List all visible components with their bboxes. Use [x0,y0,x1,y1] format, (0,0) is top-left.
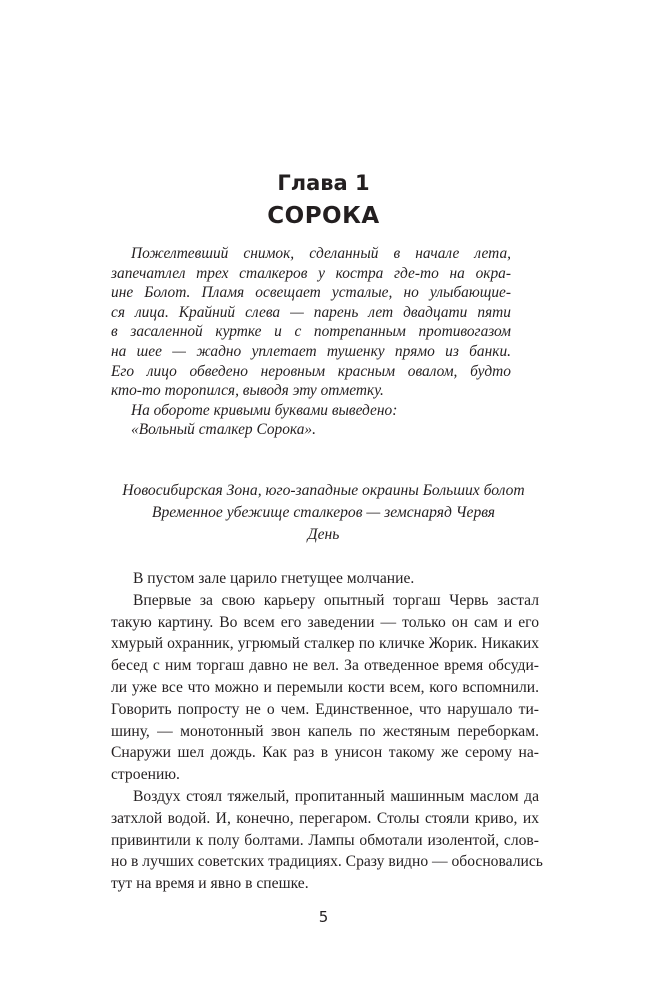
time-of-day: День [307,525,340,543]
text-line: привинтили к полу болтами. Лампы обмотали изолентой, слов- [111,831,539,849]
chapter-number: Глава 1 [277,171,370,195]
epigraph-line: на шее — жадно уплетает тушенку прямо из банки. [111,342,511,360]
text-line: Воздух стоял тяжелый, пропитанный машинным маслом да [133,787,539,805]
body-text [111,568,543,895]
text-line: хмурый охранник, угрюмый сталкер по кличке Жорик. Никаких [111,635,539,653]
epigraph-line: в засаленной куртке и с потрепанным противогазом [111,323,511,341]
epigraph-line: ся лица. Крайний слева — парень лет двадцати пяти [111,303,511,321]
text-line: но в лучших советских традициях. Сразу видно — обосновались [111,853,543,871]
text-line: затхлой водой. И, конечно, перегаром. Столы стояли криво, их [111,809,539,827]
location-heading [0,480,647,545]
text-line: шину, — монотонный звон капель по жестяным переборкам. [111,722,539,740]
text-line: тут на время и явно в спешке. [111,875,309,893]
text-line: строению. [111,766,180,784]
paragraph [111,568,539,590]
epigraph-line: кто-то торопился, выводя эту отметку. [111,382,384,400]
paragraph [111,786,543,895]
epigraph-line: Пожелтевший снимок, сделанный в начале лета, [131,245,511,262]
epigraph-note-line: На обороте кривыми буквами выведено: [131,401,398,419]
text-line: бесед с ним торгаш давно не вел. За отведенное время обсуди- [111,657,539,675]
epigraph-line: Его лицо обведено неровным красным овалом, будто [111,362,511,380]
chapter-title: СОРОКА [267,203,380,229]
epigraph-line: запечатлел трех сталкеров у костра где-то на окра- [111,264,511,282]
location-line: Новосибирская Зона, юго-западные окраины Больших болот [122,482,525,499]
epigraph-line: ине Болот. Пламя освещает усталые, но улыбающие- [111,284,511,302]
epigraph [111,244,511,440]
epigraph-paragraph [111,244,511,401]
text-line: ли уже все что можно и перемыли кости всем, кого вспомнили. [111,678,539,696]
epigraph-note [111,401,511,440]
text-line: Снаружи шел дождь. Как раз в унисон такому же серому на- [111,744,539,762]
epigraph-note-line: «Вольный сталкер Сорока». [131,421,316,439]
text-line: такую картину. Во всем его заведении — только он сам и его [111,613,539,631]
text-line: В пустом зале царило гнетущее молчание. [133,570,415,587]
text-line: Говорить попросту не о чем. Единственное, что нарушало ти- [111,700,539,718]
page-number: 5 [318,908,329,926]
location-line: Временное убежище сталкеров — земснаряд Червя [151,503,496,521]
paragraph [111,590,539,786]
text-line: Впервые за свою карьеру опытный торгаш Червь застал [133,591,539,609]
